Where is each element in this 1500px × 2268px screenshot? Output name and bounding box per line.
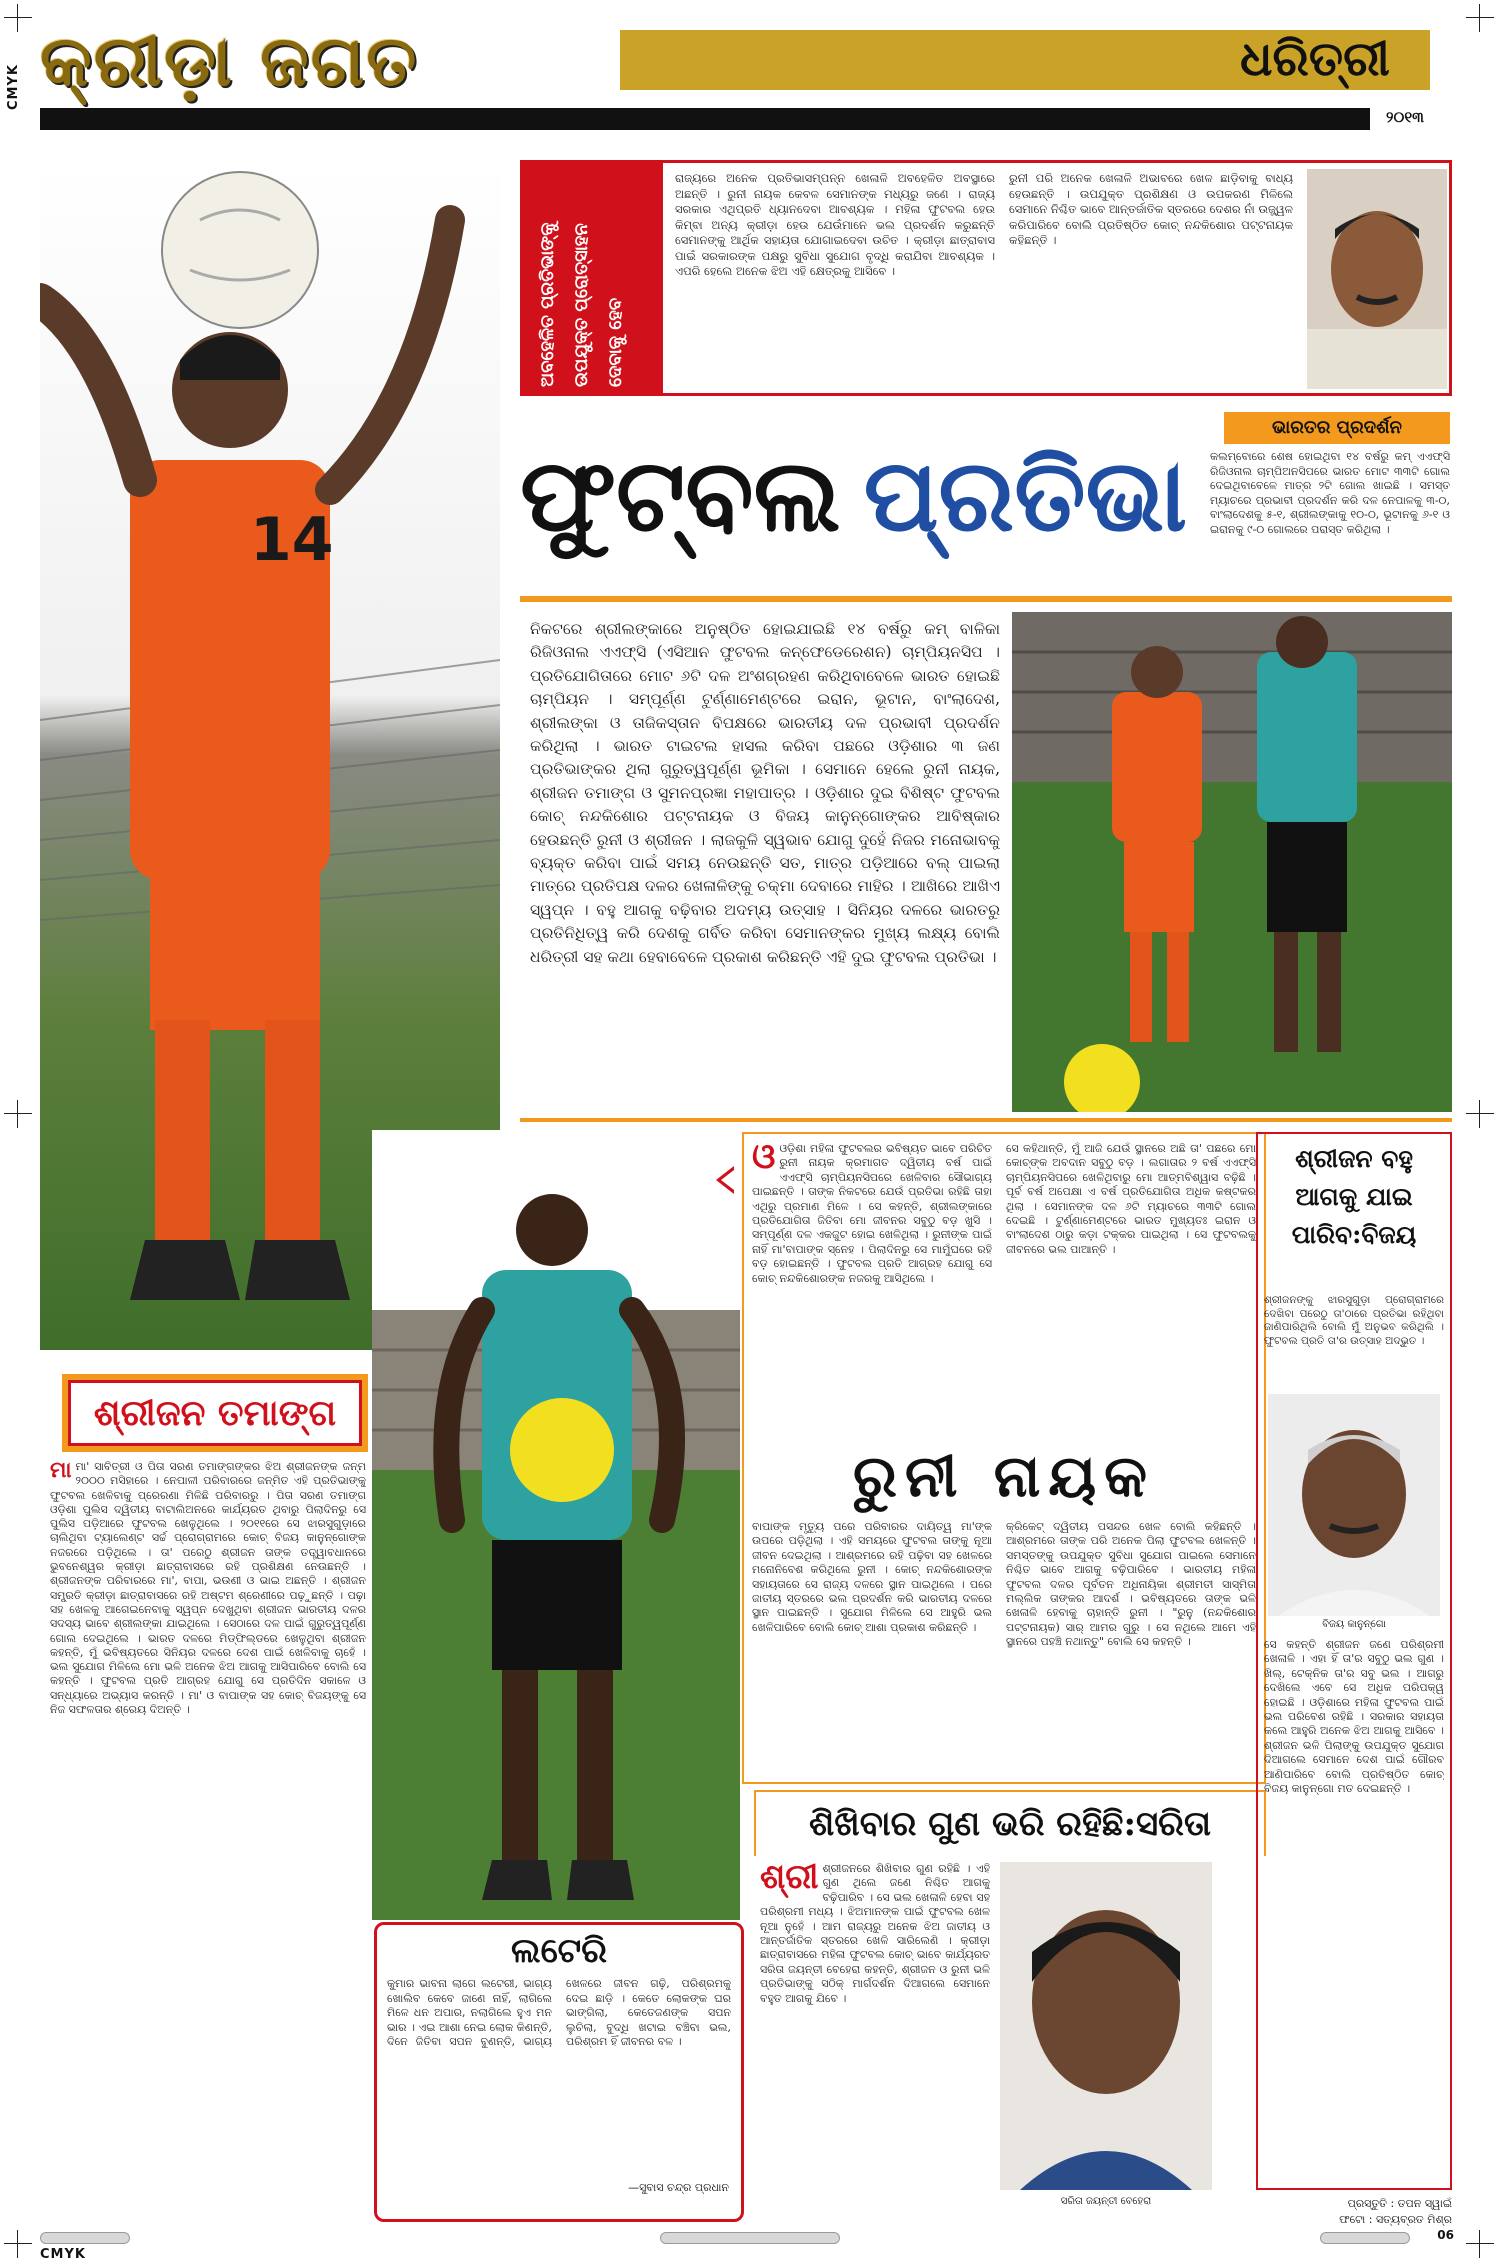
poem-body: କୁମାର ଭାବନା ଲାଗେ ଲଟେରୀ, ଭାଗ୍ୟ ଖୋଲିବ କେବେ ଜାଣେ ନାହିଁ, ଲାଗିଲେ ମିଳେ ଧନ ଅପାର, ନଲାଗିଲେ ହୁଏ ମନ ଭାର । ଏଇ ଆଶା ନେଇ ଲୋକ କିଣନ୍ତି, ଦିନେ ଜିତିବା ସପନ ବୁଣନ୍ତି, ଭାଗ୍ୟ ଖେଳରେ ଜୀବନ ଗଢ଼ି, ପରିଶ୍ରମକୁ ଦେଇ ଛାଡ଼ି । କେତେ ଲୋକଙ୍କ ଘର ଭାଙ୍ଗିଲା, କେତେଜଣଙ୍କ ସପନ ଲୁଚିଲା, ବୁଦ୍ଧି ଖଟାଇ ବଞ୍ଚିବା ଭଲ, ପରିଶ୍ରମ ହିଁ ଜୀବନର ବଳ ।	[387, 1977, 731, 2048]
coach-vijay-title: ଶ୍ରୀଜନ ବହୁ ଆଗକୁ ଯାଇ ପାରିବ:ବିଜୟ	[1291, 1144, 1417, 1249]
sarita-portrait	[1000, 1862, 1212, 2190]
cmyk-text: CMYK	[40, 2247, 86, 2262]
srijana-body-text: ମା' ସାବିତ୍ରୀ ଓ ପିତା ସରଣ ତମାଙ୍ଗଙ୍କର ଝିଅ ଶ୍ରୀଜନଙ୍କ ଜନ୍ମ ୨୦୦୦ ମସିହାରେ । ନେପାଳୀ ପରିବାରରେ ଜନ୍ମିତ ଏହି ପ୍ରତିଭାଙ୍କୁ ଫୁଟବଲ ଖେଳିବାକୁ ପ୍ରେରଣା ମିଳିଛି ପରିବାରରୁ । ପିତା ସରଣ ତମାଙ୍ଗ ଓଡ଼ିଶା ପୁଲିସ ଦ୍ୱିତୀୟ ବାଟାଲିଅନରେ କାର୍ଯ୍ୟରତ ଥିବାରୁ ପିଲାଦିନରୁ ସେ ପୁଲିସ ପଡ଼ିଆରେ ଫୁଟବଲ ଖେଳୁଥିଲେ । ୨୦୧୧ରେ ସେ ଝାରସୁଗୁଡ଼ାରେ ଚାଲିଥିବା ଟ୍ୟାଲେଣ୍ଟ ସର୍ଚ୍ଚ ପ୍ରୋଗ୍ରାମରେ କୋଚ୍ ବିଜୟ କାନୁନ୍‌ଗୋଙ୍କ ନଜରରେ ପଡ଼ିଥିଲେ । ତା' ପରେଠୁ ଶ୍ରୀଜନ ତାଙ୍କ ତତ୍ତ୍ୱାବଧାନରେ ଭୁବନେଶ୍ୱର କ୍ରୀଡ଼ା ଛାତ୍ରାବାସରେ ରହି ପ୍ରଶିକ୍ଷଣ ନେଉଛନ୍ତି । ଶ୍ରୀଜନଙ୍କ ପରିବାରରେ ମା', ବାପା, ଭଉଣୀ ଓ ଭାଇ ଅଛନ୍ତି । ଶ୍ରୀଜନ ସମ୍ପ୍ରତି କ୍ରୀଡ଼ା ଛାତ୍ରାବାସରେ ରହି ଅଷ୍ଟମ ଶ୍ରେଣୀରେ ପଢ଼ୁଛନ୍ତି । ପଢ଼ା ସହ ଖେଳକୁ ଆଗେଇନେବାକୁ ସ୍ୱପ୍ନ ଦେଖୁଥିବା ଶ୍ରୀଜନ ଭାରତୀୟ ଦଳର ସଦସ୍ୟ ଭାବେ ଶ୍ରୀଲଙ୍କା ଯାଇଥିଲେ । ସେଠାରେ ଦଳ ପାଇଁ ଗୁରୁତ୍ୱପୂର୍ଣ୍ଣ ଗୋଲ ଦେଇଥିଲେ । ଭାରତ ଦଳରେ ମିଡ୍‌ଫିଲ୍ଡରେ ଖେଳୁଥିବା ଶ୍ରୀଜନ କହନ୍ତି, ମୁଁ ଭବିଷ୍ୟତରେ ସିନିୟର ଦଳରେ ଦେଶ ପାଇଁ ଖେଳିବାକୁ ଚାହେଁ । ଭଲ ସୁଯୋଗ ମିଳିଲେ ମୋ ଭଳି ଅନେକ ଝିଅ ଆଗକୁ ଆସିପାରିବେ ବୋଲି ସେ କହନ୍ତି । ଫୁଟବଲ ପ୍ରତି ଆଗ୍ରହ ଯୋଗୁ ସେ ପ୍ରତିଦିନ ସକାଳେ ଓ ସନ୍ଧ୍ୟାରେ ଅଭ୍ୟାସ କରନ୍ତି । ମା' ଓ ବାପାଙ୍କ ସହ କୋଚ୍ ବିଜୟଙ୍କୁ ସେ ନିଜ ସଫଳତାର ଶ୍ରେୟ ଦିଅନ୍ତି ।	[50, 1460, 366, 1717]
print-bar	[40, 2232, 130, 2244]
runi-title: ରୁନୀ ନାୟକ	[852, 1442, 1156, 1510]
runi-body-1-text: ଓଡ଼ିଶା ମହିଳା ଫୁଟବଲର ଭବିଷ୍ୟତ ଭାବେ ପରିଚିତ ରୁନୀ ନାୟକ କ୍ରମାଗତ ଦ୍ୱିତୀୟ ବର୍ଷ ପାଇଁ ଏଏଫ୍‌ସି ଚାମ୍ପିୟନସିପରେ ଖେଳିବାର ସୌଭାଗ୍ୟ ପାଇଛନ୍ତି । ତାଙ୍କ ନିକଟରେ ଯେଉଁ ପ୍ରତିଭା ରହିଛି ତାହା ଏଥିରୁ ପ୍ରମାଣ ମିଳେ । ସେ କହନ୍ତି, ଶ୍ରୀଲଙ୍କାରେ ପ୍ରତିଯୋଗିତା ଜିତିବା ମୋ ଜୀବନର ସବୁଠୁ ବଡ଼ ଖୁସି । ସମ୍ପୂର୍ଣ୍ଣ ଦଳ ଏକଜୁଟ ହୋଇ ଖେଳିଥିଲା । ରୁନୀଙ୍କ ପାଇଁ ନାହିଁ ମା'ବାପାଙ୍କ ସ୍ନେହ । ପିଲାଦିନରୁ ସେ ମାମୁଁଘରେ ରହି ବଡ଼ ହୋଇଛନ୍ତି । ଫୁଟବଲ ପ୍ରତି ଆଗ୍ରହ ଯୋଗୁ ସେ କୋଚ୍ ନନ୍ଦକିଶୋରଙ୍କ ନଜରକୁ ଆସିଥିଲେ ।	[752, 1142, 992, 1285]
cmyk-mark-bottom	[40, 2247, 86, 2262]
coach-vijay-portrait	[1268, 1394, 1440, 1616]
poem-author: —ସୁବାସ ଚନ୍ଦ୍ର ପ୍ରଧାନ	[628, 2181, 729, 2194]
india-box-body: କଲମ୍ବୋରେ ଶେଷ ହୋଇଥିବା ୧୪ ବର୍ଷରୁ କମ୍ ଏଏଫ୍‌ସି ରିଜିଓନାଲ ଚାମ୍ପିଅନସିପରେ ଭାରତ ମୋଟ ୩୩ଟି ଗୋଲ ଦେଇଥିବାବେଳେ ମାତ୍ର ୨ଟି ଗୋଲ ଖାଇଛି । ସମସ୍ତ ମ୍ୟାଚରେ ପ୍ରଭାବୀ ପ୍ରଦର୍ଶନ କରି ଦଳ ନେପାଳକୁ ୩-୦, ବାଂଲାଦେଶକୁ ୫-୧, ଶ୍ରୀଲଙ୍କାକୁ ୧୦-୦, ଭୂଟାନକୁ ୬-୧ ଓ ଇରାନକୁ ୯-୦ ଗୋଲରେ ପରାସ୍ତ କରିଥିଲା ।	[1210, 450, 1450, 536]
paper-name	[1190, 26, 1440, 96]
runi-body-3: ବାପାଙ୍କ ମୃତ୍ୟୁ ପରେ ପରିବାରର ଦାୟିତ୍ୱ ମା'ଙ୍କ ଉପରେ ପଡ଼ିଥିଲା । ଏହି ସମୟରେ ଫୁଟବଲ ତାଙ୍କୁ ନୂଆ ଜୀବନ ଦେଇଥିଲା । ଆଶ୍ରମରେ ରହି ପଢ଼ିବା ସହ ଖେଳରେ ମନୋନିବେଶ କରିଥିଲେ ରୁନୀ । କୋଚ୍ ନନ୍ଦକିଶୋରଙ୍କ ସହାୟତାରେ ସେ ରାଜ୍ୟ ଦଳରେ ସ୍ଥାନ ପାଇଥିଲେ । ପରେ ଜାତୀୟ ସ୍ତରରେ ଭଲ ପ୍ରଦର୍ଶନ କରି ଭାରତୀୟ ଦଳରେ ସ୍ଥାନ ପାଇଛନ୍ତି । ସୁଯୋଗ ମିଳିଲେ ସେ ଆହୁରି ଭଲ ଖେଳିପାରିବେ ବୋଲି କୋଚ୍ ଆଶା ପ୍ରକାଶ କରିଛନ୍ତି ।	[752, 1520, 992, 1634]
headline-word-2: ପ୍ରତିଭା	[863, 436, 1187, 554]
poem-title: ଲଟେରି	[511, 1931, 607, 1971]
srijana-title: ଶ୍ରୀଜନ ତମାଙ୍ଗ	[68, 1380, 362, 1446]
runi-juggling-illustration	[372, 1130, 740, 1920]
section-title-text: କ୍ରୀଡ଼ା ଜଗତ	[40, 19, 419, 102]
headline-word-1: ଫୁଟ୍‌ବଲ	[520, 436, 841, 554]
sarita-body	[760, 1862, 990, 2202]
india-box-title: ଭାରତର ପ୍ରଦର୍ଶନ	[1224, 412, 1450, 444]
sarita-caption: ସରିତା ଜୟନ୍ତୀ ବେହେରା	[1060, 2196, 1152, 2207]
section-title	[40, 18, 580, 108]
runi-body-4: କ୍ରିକେଟ୍ ଦ୍ୱିତୀୟ ପସନ୍ଦର ଖେଳ ବୋଲି କହିଛନ୍ତି । ଆଶ୍ରମରେ ତାଙ୍କ ପରି ଅନେକ ପିଲା ଫୁଟବଲ ଖେଳନ୍ତି । ସମସ୍ତଙ୍କୁ ଉପଯୁକ୍ତ ସୁବିଧା ସୁଯୋଗ ପାଇଲେ ସେମାନେ ନିଶ୍ଚିତ ଭାବେ ଆଗକୁ ବଢ଼ିପାରିବେ । ଭାରତୀୟ ମହିଳା ଫୁଟବଲ ଦଳର ପୂର୍ବତନ ଅଧିନାୟିକା ଶ୍ରୀମତୀ ସାସ୍ମିତା ମଲ୍ଲିକ ତାଙ୍କର ଆଦର୍ଶ । ଭବିଷ୍ୟତରେ ତାଙ୍କ ଭଳି ଖେଳାଳି ହେବାକୁ ଚାହାନ୍ତି ରୁନୀ । "ରୁନୁ (ନନ୍ଦକିଶୋର ପଟ୍ଟନାୟକ) ସାର୍ ଆମର ଗୁରୁ । ସେ ନଥିଲେ ଆମେ ଏହି ସ୍ଥାନରେ ପହଞ୍ଚି ନଥାନ୍ତୁ" ବୋଲି ସେ କହନ୍ତି ।	[1006, 1520, 1256, 1649]
football-icon	[510, 1398, 614, 1502]
srijana-body	[50, 1460, 366, 1876]
runi-juggling-photo	[372, 1130, 740, 1920]
sarita-title: ଶିଖିବାର ଗୁଣ ଭରି ରହିଛି:ସରିତା	[809, 1804, 1211, 1844]
quote-body-2: ରୁନୀ ପରି ଅନେକ ଖେଳାଳି ଅଭାବରେ ଖେଳ ଛାଡ଼ିବାକୁ ବାଧ୍ୟ ହେଉଛନ୍ତି । ଉପଯୁକ୍ତ ପ୍ରଶିକ୍ଷଣ ଓ ଉପକରଣ ମିଳିଲେ ସେମାନେ ନିଶ୍ଚିତ ଭାବେ ଆନ୍ତର୍ଜାତିକ ସ୍ତରରେ ଦେଶର ନାଁ ଉଜ୍ଜ୍ୱଳ କରିପାରିବେ ବୋଲି ପ୍ରତିଷ୍ଠିତ କୋଚ୍ ନନ୍ଦକିଶୋର ପଟ୍ଟନାୟକ କହିଛନ୍ତି ।	[1009, 171, 1293, 247]
year-label: ୨୦୧୩	[1386, 108, 1424, 126]
quote-text: ଅବହେଳିତ ପ୍ରତିଭାଙ୍କୁ ଉପଯୁକ୍ତ ପ୍ରୋତ୍ସାହନ ଦେବାକୁ ହେବ	[537, 222, 626, 387]
dropcap: ଶ୍ରୀ	[760, 1862, 819, 1897]
orange-rule	[520, 596, 1452, 602]
sarita-photo	[1000, 1862, 1212, 2190]
dropcap: ମା	[50, 1460, 72, 1483]
coach-portrait	[1307, 169, 1447, 389]
dropcap: ଓ	[752, 1142, 776, 1177]
registration-mark	[4, 4, 32, 32]
vijay-caption: ବିଜୟ କାନୁନ୍‌ଗୋ	[1322, 1619, 1386, 1630]
two-players-illustration	[1012, 612, 1452, 1112]
headline	[520, 420, 1200, 570]
cmyk-text: CMYK	[6, 64, 21, 110]
registration-mark	[1466, 2230, 1494, 2258]
photo-credit: ଫଟୋ : ସତ୍ୟବ୍ରତ ମିଶ୍ର	[1339, 2213, 1452, 2226]
football-icon	[162, 172, 318, 328]
quote-body: ରାଜ୍ୟରେ ଅନେକ ପ୍ରତିଭାସମ୍ପନ୍ନ ଖେଳାଳି ଅବହେଳିତ ଅବସ୍ଥାରେ ଅଛନ୍ତି । ରୁନୀ ନାୟକ କେବଳ ସେମାନଙ୍କ ମଧ୍ୟରୁ ଜଣେ । ରାଜ୍ୟ ସରକାର ଏଥିପ୍ରତି ଧ୍ୟାନଦେବା ଆବଶ୍ୟକ । ମହିଳା ଫୁଟବଲ ହେଉ କିମ୍ବା ଅନ୍ୟ କ୍ରୀଡ଼ା ହେଉ ଯେଉଁମାନେ ଭଲ ପ୍ରଦର୍ଶନ କରୁଛନ୍ତି ସେମାନଙ୍କୁ ଆର୍ଥିକ ସହାୟତା ଯୋଗାଇଦେବା ଉଚିତ । କ୍ରୀଡ଼ା ଛାତ୍ରାବାସ ପାଇଁ ସରକାରଙ୍କ ପକ୍ଷରୁ ସୁବିଧା ସୁଯୋଗ ବୃଦ୍ଧି କରାଯିବା ଆବଶ୍ୟକ । ଏପରି ହେଲେ ଅନେକ ଝିଅ ଏହି କ୍ଷେତ୍ରକୁ ଆସିବେ ।	[675, 171, 995, 278]
runi-body-1	[752, 1142, 992, 1430]
print-bar	[660, 2232, 840, 2244]
main-story-body: ନିକଟରେ ଶ୍ରୀଲଙ୍କାରେ ଅନୁଷ୍ଠିତ ହୋଇଯାଇଛି ୧୪ ବର୍ଷରୁ କମ୍ ବାଳିକା ରିଜିଓନାଲ ଏଏଫ୍‌ସି (ଏସିଆନ ଫୁଟବଲ କନ୍‌ଫେଡେରେଶନ) ଚାମ୍ପିୟନସିପ । ପ୍ରତିଯୋଗିତାରେ ମୋଟ ୬ଟି ଦଳ ଅଂଶଗ୍ରହଣ କରିଥିବାବେଳେ ଭାରତ ହୋଇଛି ଚାମ୍ପିୟନ । ସମ୍ପୂର୍ଣ୍ଣ ଟୁର୍ଣ୍ଣାମେଣ୍ଟରେ ଇରାନ, ଭୂଟାନ, ବାଂଲାଦେଶ, ଶ୍ରୀଲଙ୍କା ଓ ତାଜିକସ୍ତାନ ବିପକ୍ଷରେ ଭାରତୀୟ ଦଳ ପ୍ରଭାବୀ ପ୍ରଦର୍ଶନ କରିଥିଲା । ଭାରତ ଟାଇଟଲ ହାସଲ କରିବା ପଛରେ ଓଡ଼ିଶାର ୩ ଜଣ ପ୍ରତିଭାଙ୍କର ଥିଲା ଗୁରୁତ୍ୱପୂର୍ଣ୍ଣ ଭୂମିକା । ସେମାନେ ହେଲେ ରୁନୀ ନାୟକ, ଶ୍ରୀଜନ ତମାଙ୍ଗ ଓ ସୁମନପ୍ରଜ୍ଞା ମହାପାତ୍ର । ଓଡ଼ିଶାର ଦୁଇ ବିଶିଷ୍ଟ ଫୁଟବଲ କୋଚ୍ ନନ୍ଦକିଶୋର ପଟ୍ଟନାୟକ ଓ ବିଜୟ କାନୁନ୍‌ଗୋଙ୍କର ଆବିଷ୍କାର ହେଉଛନ୍ତି ରୁନୀ ଓ ଶ୍ରୀଜନ । ଲାଜକୁଳି ସ୍ୱଭାବ ଯୋଗୁ ଦୁହେଁ ନିଜର ମନୋଭାବକୁ ବ୍ୟକ୍ତ କରିବା ପାଇଁ ସମୟ ନେଉଛନ୍ତି ସତ, ମାତ୍ର ପଡ଼ିଆରେ ବଲ୍ ପାଇଲା ମାତ୍ରେ ପ୍ରତିପକ୍ଷ ଦଳର ଖେଳାଳିଙ୍କୁ ଚକ୍‌ମା ଦେବାରେ ମାହିର । ଆଖିରେ ଆଖିଏ ସ୍ୱପ୍ନ । ବହୁ ଆଗକୁ ବଢ଼ିବାର ଅଦମ୍ୟ ଉତ୍ସାହ । ସିନିୟର ଦଳରେ ଭାରତରୁ ପ୍ରତିନିଧିତ୍ୱ କରି ଦେଶକୁ ଗର୍ବିତ କରିବା ସେମାନଙ୍କର ମୁଖ୍ୟ ଲକ୍ଷ୍ୟ ବୋଲି ଧରିତ୍ରୀ ସହ କଥା ହେବାବେଳେ ପ୍ରକାଶ କରିଛନ୍ତି ଏହି ଦୁଇ ଫୁଟବଲ ପ୍ରତିଭା ।	[530, 620, 1000, 966]
page-number: 06	[1437, 2228, 1454, 2242]
india-performance-box	[1210, 412, 1450, 588]
cmyk-mark	[6, 64, 21, 110]
arrow-marker-inner	[721, 1170, 734, 1190]
svg-text:14: 14	[250, 505, 334, 575]
registration-mark	[4, 1100, 32, 1128]
coach-nandakishore-photo	[1307, 169, 1447, 389]
poem-box	[374, 1922, 744, 2222]
sarita-body-text: ଶ୍ରୀଜନରେ ଶିଖିବାର ଗୁଣ ରହିଛି । ଏହି ଗୁଣ ଥିଲେ ଜଣେ ନିଶ୍ଚିତ ଆଗକୁ ବଢ଼ିପାରିବ । ସେ ଭଲ ଖେଳାଳି ହେବା ସହ ପରିଶ୍ରମୀ ମଧ୍ୟ । ଝିଅମାନଙ୍କ ପାଇଁ ଫୁଟବଲ ଖେଳ ନୂଆ ନୁହେଁ । ଆମ ରାଜ୍ୟରୁ ଅନେକ ଝିଅ ଜାତୀୟ ଓ ଆନ୍ତର୍ଜାତିକ ସ୍ତରରେ ଖେଳି ସାରିଲେଣି । କ୍ରୀଡ଼ା ଛାତ୍ରାବାସରେ ମହିଳା ଫୁଟବଲ କୋଚ୍ ଭାବେ କାର୍ଯ୍ୟରତ ସରିତା ଜୟନ୍ତୀ ବେହେରା କହନ୍ତି, ଶ୍ରୀଜନ ଓ ରୁନୀ ଭଳି ପ୍ରତିଭାଙ୍କୁ ସଠିକ୍ ମାର୍ଗଦର୍ଶନ ଦିଆଗଲେ ସେମାନେ ବହୁତ ଆଗକୁ ଯିବେ ।	[760, 1862, 990, 2005]
coach-vijay-photo	[1268, 1394, 1440, 1616]
print-bar	[1320, 2232, 1410, 2244]
registration-mark	[4, 2230, 32, 2258]
header-black-rule	[40, 108, 1370, 130]
paper-name-text: ଧରିତ୍ରୀ	[1240, 31, 1390, 87]
orange-rule-2	[520, 1118, 1452, 1122]
registration-mark	[1466, 4, 1494, 32]
two-players-photo	[1012, 612, 1452, 1112]
registration-mark	[1466, 1100, 1494, 1128]
quote-box	[520, 160, 1452, 396]
coach-vijay-body-1: ଶ୍ରୀଜନଙ୍କୁ ଝାରସୁଗୁଡ଼ା ପ୍ରୋଗ୍ରାମରେ ଦେଖିବା ପରେଠୁ ତା'ଠାରେ ପ୍ରତିଭା ରହିଥିବା ଜାଣିପାରିଥିଲି ବୋଲି ମୁଁ ଅନୁଭବ କରିଥିଲି । ଫୁଟବଲ ପ୍ରତି ତା'ର ଉତ୍ସାହ ଅଦ୍ଭୁତ ।	[1264, 1294, 1444, 1347]
reporter-credit: ପ୍ରସ୍ତୁତି : ତପନ ସ୍ୱାଇଁ	[1347, 2197, 1452, 2210]
runi-body-2: ସେ କହିଥାନ୍ତି, ମୁଁ ଆଜି ଯେଉଁ ସ୍ଥାନରେ ଅଛି ତା' ପଛରେ ମୋ କୋଚ୍‌ଙ୍କ ଅବଦାନ ସବୁଠୁ ବଡ଼ । ଲଗାତାର ୨ ବର୍ଷ ଏଏଫ୍‌ସି ଚାମ୍ପିୟନସିପରେ ଖେଳିଥିବାରୁ ମୋ ଆତ୍ମବିଶ୍ୱାସ ବଢ଼ିଛି । ପୂର୍ବ ବର୍ଷ ଅପେକ୍ଷା ଏ ବର୍ଷ ପ୍ରତିଯୋଗିତା ଅଧିକ କଷ୍ଟକର ଥିଲା । ସେମାନଙ୍କ ଦଳ ୬ଟି ମ୍ୟାଚରେ ୩୩ଟି ଗୋଲ ଦେଇଛି । ଟୁର୍ଣ୍ଣାମେଣ୍ଟରେ ଭାରତ ମୁଖ୍ୟତଃ ଇରାନ ଓ ବାଂଲାଦେଶ ଠାରୁ କଡ଼ା ଟକ୍କର ପାଇଥିଲା । ସେ ଫୁଟବଲକୁ ଜୀବନରେ ଭଲ ପାଆନ୍ତି ।	[1006, 1142, 1256, 1256]
coach-vijay-body-2: ସେ କହନ୍ତି ଶ୍ରୀଜନ ଜଣେ ପରିଶ୍ରମୀ ଖେଳାଳି । ଏହା ହିଁ ତା'ର ସବୁଠୁ ଭଲ ଗୁଣ । ଖିଲ୍, ଟେକ୍‌ନିକ ତା'ର ସବୁ ଭଲ । ଆଗରୁ ଦେଖିଲେ ଏବେ ସେ ଅଧିକ ପରିପକ୍ୱ ହୋଇଛି । ଓଡ଼ିଶାରେ ମହିଳା ଫୁଟବଲ ପାଇଁ ଭଲ ପରିବେଶ ରହିଛି । ସରକାର ସହାୟତା କଲେ ଆହୁରି ଅନେକ ଝିଅ ଆଗକୁ ଆସିବେ । ଶ୍ରୀଜନ ଭଳି ପିଲାଙ୍କୁ ଉପଯୁକ୍ତ ସୁଯୋଗ ଦିଆଗଲେ ସେମାନେ ଦେଶ ପାଇଁ ଗୌରବ ଆଣିପାରିବେ ବୋଲି ପ୍ରତିଷ୍ଠିତ କୋଚ୍ ବିଜୟ କାନୁନ୍‌ଗୋ ମତ ଦେଇଛନ୍ତି ।	[1264, 1638, 1444, 1796]
